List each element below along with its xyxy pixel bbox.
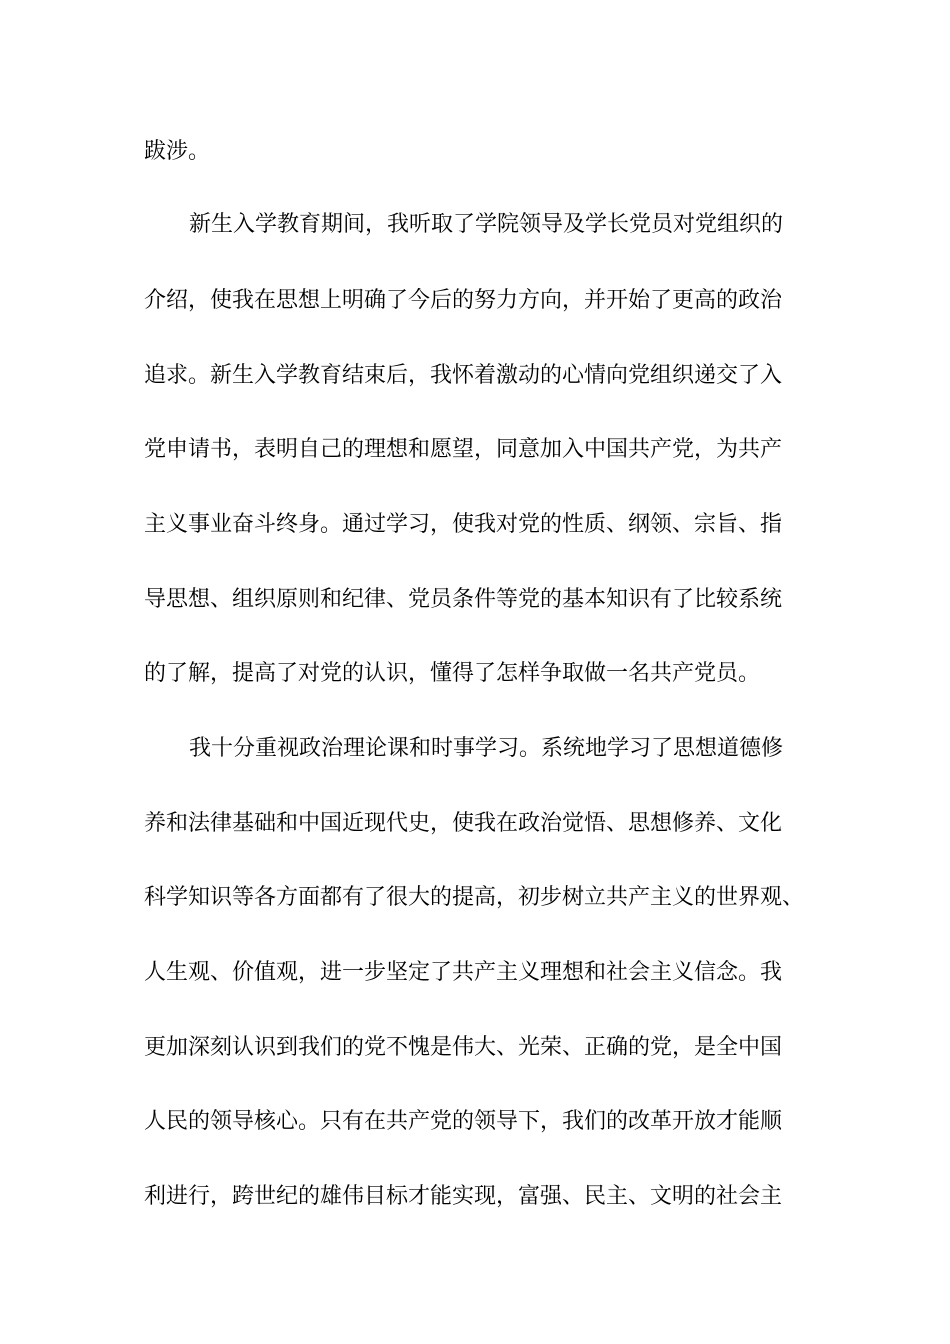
paragraph-start-line: 新生入学教育期间，我听取了学院领导及学长党员对党组织的 — [189, 212, 784, 237]
text-line: 养和法律基础和中国近现代史，使我在政治觉悟、思想修养、文化 — [144, 811, 783, 836]
text-line: 追求。新生入学教育结束后，我怀着激动的心情向党组织递交了入 — [144, 363, 783, 388]
text-line: 更加深刻认识到我们的党不愧是伟大、光荣、正确的党，是全中国 — [144, 1035, 783, 1060]
text-line: 科学知识等各方面都有了很大的提高，初步树立共产主义的世界观、 — [144, 885, 805, 910]
text-line: 的了解，提高了对党的认识，懂得了怎样争取做一名共产党员。 — [144, 661, 761, 686]
text-line: 介绍，使我在思想上明确了今后的努力方向，并开始了更高的政治 — [144, 288, 783, 313]
text-line: 利进行，跨世纪的雄伟目标才能实现，富强、民主、文明的社会主 — [144, 1184, 783, 1209]
paragraph-start-line: 我十分重视政治理论课和时事学习。系统地学习了思想道德修 — [189, 736, 784, 761]
text-line: 导思想、组织原则和纪律、党员条件等党的基本知识有了比较系统 — [144, 587, 783, 612]
text-line: 主义事业奋斗终身。通过学习，使我对党的性质、纲领、宗旨、指 — [144, 512, 783, 537]
text-line: 跋涉。 — [144, 139, 211, 164]
text-line: 人生观、价值观，进一步坚定了共产主义理想和社会主义信念。我 — [144, 960, 783, 985]
text-line: 党申请书，表明自己的理想和愿望，同意加入中国共产党，为共产 — [144, 437, 783, 462]
text-line: 人民的领导核心。只有在共产党的领导下，我们的改革开放才能顺 — [144, 1109, 783, 1134]
